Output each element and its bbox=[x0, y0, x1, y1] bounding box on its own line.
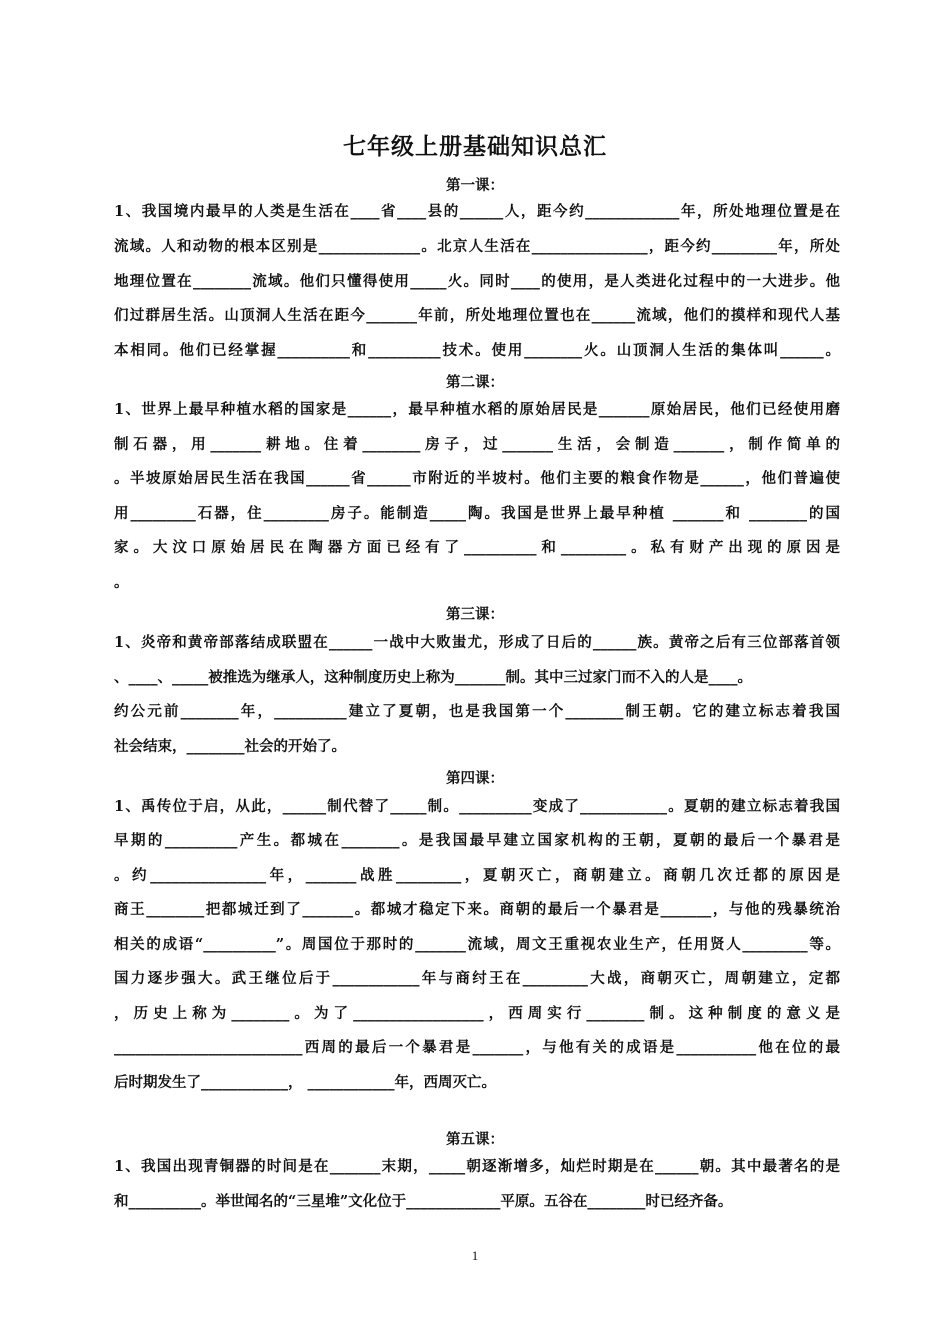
lesson-3-line-3: 约公元前________年，__________建立了夏朝，也是我国第一个________制王朝。它的建立标志着我国 bbox=[114, 703, 840, 720]
page-title: 七年级上册基础知识总汇 bbox=[343, 133, 607, 160]
lesson-1-line-1: 1、我国境内最早的人类是生活在____省____县的______人，距今约_____________年，所处地理位置是在 bbox=[114, 203, 840, 220]
lesson-4-line-3: 。约________________年，_______战胜_________，夏朝灭亡，商朝建立。商朝几次迁都的原因是 bbox=[114, 867, 840, 884]
lesson-2-line-3: 。半坡原始居民生活在我国______省______市附近的半坡村。他们主要的粮食作物是______，他们普遍使 bbox=[114, 470, 840, 487]
lesson-4-heading: 第四课： bbox=[446, 770, 504, 787]
lesson-1-line-3: 地理位置在________流域。他们只懂得使用_____火。同时____的使用，是人类进化过程中的一大进步。他 bbox=[114, 273, 840, 290]
lesson-4-line-2: 早期的__________产生。都城在________。是我国最早建立国家机构的王朝，夏朝的最后一个暴君是 bbox=[114, 832, 840, 849]
lesson-1-line-2: 流域。人和动物的根本区别是______________。北京人生活在________________，距今约_________年，所处 bbox=[114, 238, 840, 255]
lesson-2-line-1: 1、世界上最早种植水稻的国家是______，最早种植水稻的原始居民是_______原始居民，他们已经使用磨 bbox=[114, 401, 840, 418]
lesson-3-line-4: 社会结束，________社会的开始了。 bbox=[114, 738, 346, 755]
lesson-3-line-1: 1、炎帝和黄帝部落结成联盟在______一战中大败蚩尤，形成了日后的______族。黄帝之后有三位部落首领 bbox=[114, 634, 840, 651]
lesson-4-line-7: ，历史上称为________。为了__________________，西周实行________制。这种制度的意义是 bbox=[114, 1005, 840, 1022]
page-number: 1 bbox=[471, 1248, 479, 1263]
lesson-4-line-1: 1、禹传位于启，从此，______制代替了_____制。__________变成了____________。夏朝的建立标志着我国 bbox=[114, 798, 840, 815]
lesson-1-heading: 第一课： bbox=[446, 177, 504, 194]
lesson-5-line-1: 1、我国出现青铜器的时间是在_______末期，_____朝逐渐增多，灿烂时期是在______朝。其中最著名的是 bbox=[114, 1158, 840, 1175]
lesson-5-line-2: 和__________。举世闻名的“三星堆”文化位于_____________平原。五谷在________时已经齐备。 bbox=[114, 1193, 733, 1210]
lesson-4-line-9: 后时期发生了____________， ____________年，西周灭亡。 bbox=[114, 1074, 497, 1091]
lesson-4-line-6: 国力逐步强大。武王继位后于____________年与商纣王在_________大战，商朝灭亡，周朝建立，定都 bbox=[114, 970, 840, 987]
lesson-1-line-4: 们过群居生活。山顶洞人生活在距今_______年前，所处地理位置也在______流域，他们的摸样和现代人基 bbox=[114, 307, 840, 324]
lesson-3-heading: 第三课： bbox=[446, 606, 504, 623]
lesson-2-line-2: 制石器，用_______耕地。住着________房子，过_______生活，会制造_______，制作简单的 bbox=[114, 436, 840, 453]
lesson-4-line-4: 商王________把都城迁到了_______。都城才稳定下来。商朝的最后一个暴君是_______，与他的残暴统治 bbox=[114, 901, 840, 918]
lesson-3-line-2: 、____、_____被推选为继承人，这种制度历史上称为_______制。其中三过家门而不入的人是____。 bbox=[114, 669, 752, 686]
lesson-2-line-4: 用_________石器，住_________房子。能制造_____陶。我国是世界上最早种植 _______和 ________的国 bbox=[114, 505, 840, 522]
lesson-5-heading: 第五课： bbox=[446, 1131, 504, 1148]
lesson-2-line-5: 家。大汶口原始居民在陶器方面已经有了__________和_________。私有财产出现的原因是 bbox=[114, 539, 840, 556]
lesson-2-heading: 第二课： bbox=[446, 374, 504, 391]
lesson-4-line-8: __________________________西周的最后一个暴君是_______，与他有关的成语是___________他在位的最 bbox=[114, 1039, 840, 1056]
lesson-4-line-5: 相关的成语“__________”。周国位于那时的_______流域，周文王重视农业生产，任用贤人_________等。 bbox=[114, 936, 840, 953]
lesson-2-line-6: 。 bbox=[114, 574, 129, 591]
lesson-1-line-5: 本相同。他们已经掌握__________和__________技术。使用________火。山顶洞人生活的集体叫______。 bbox=[114, 342, 840, 359]
